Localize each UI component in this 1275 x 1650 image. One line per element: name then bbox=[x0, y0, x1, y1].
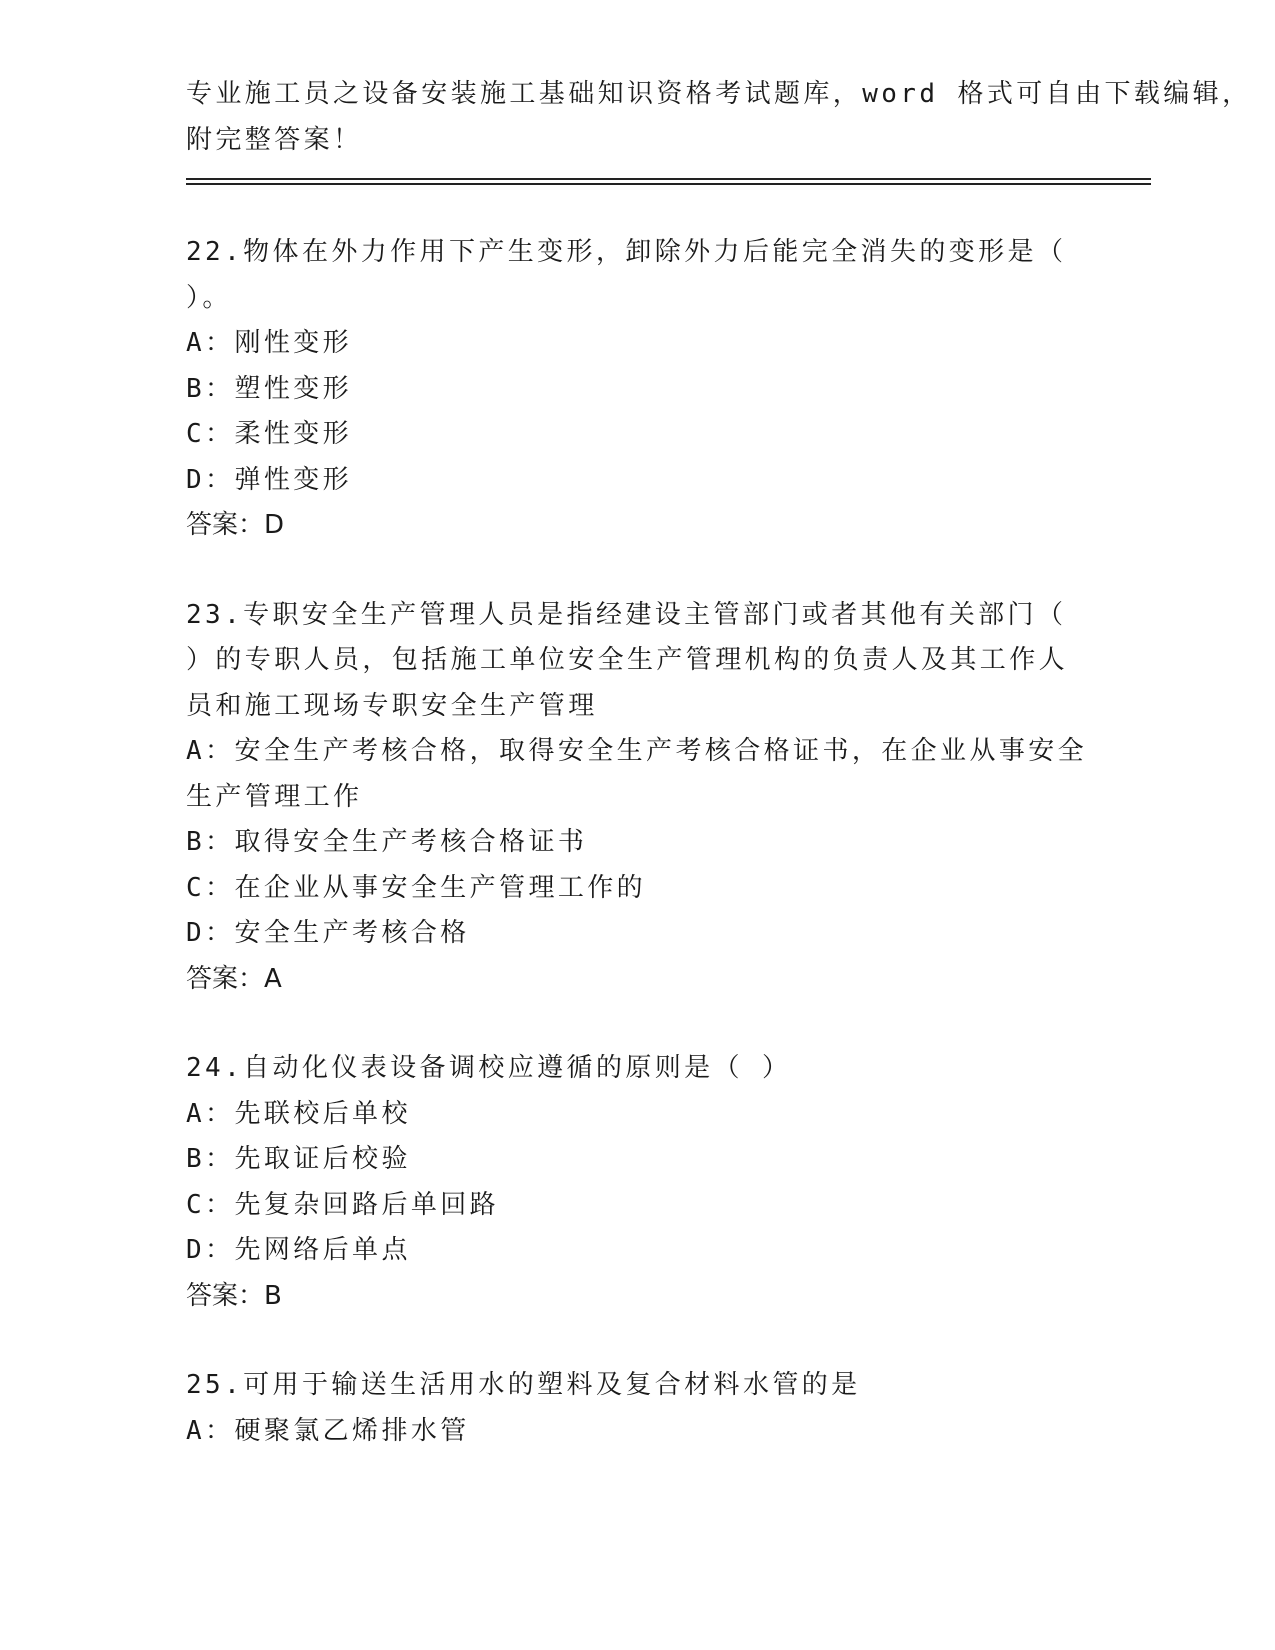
question-22 bbox=[186, 230, 1086, 549]
option-a: A：硬聚氯乙烯排水管 bbox=[186, 1415, 470, 1446]
question-stem-line: 25.可用于输送生活用水的塑料及复合材料水管的是 bbox=[186, 1370, 861, 1400]
option-c: C：在企业从事安全生产管理工作的 bbox=[186, 872, 647, 903]
option-a-continued: 生产管理工作 bbox=[186, 781, 363, 812]
option-a: A：先联校后单校 bbox=[186, 1098, 411, 1129]
question-stem-line: 23.专职安全生产管理人员是指经建设主管部门或者其他有关部门（ bbox=[186, 599, 1067, 630]
question-stem-line: 24.自动化仪表设备调校应遵循的原则是（ ） bbox=[186, 1053, 792, 1083]
question-24 bbox=[186, 1046, 1086, 1319]
header-line-1: 专业施工员之设备安装施工基础知识资格考试题库，word 格式可自由下载编辑， bbox=[186, 79, 1252, 109]
header-line-2: 附完整答案！ bbox=[186, 124, 363, 155]
option-a: A：安全生产考核合格，取得安全生产考核合格证书，在企业从事安全 bbox=[186, 736, 1088, 766]
option-d: D：安全生产考核合格 bbox=[186, 918, 470, 948]
question-stem-line: 员和施工现场专职安全生产管理 bbox=[186, 690, 598, 721]
option-b: B：塑性变形 bbox=[186, 373, 353, 404]
question-stem-line: 22.物体在外力作用下产生变形，卸除外力后能完全消失的变形是（ bbox=[186, 237, 1067, 267]
header-rule-top bbox=[186, 178, 1151, 180]
header-rule-bottom bbox=[186, 183, 1151, 185]
answer-line: 答案：D bbox=[186, 510, 285, 540]
option-b: B：先取证后校验 bbox=[186, 1144, 411, 1174]
answer-line: 答案：A bbox=[186, 963, 282, 994]
answer-line: 答案：B bbox=[186, 1280, 282, 1311]
option-c: C：柔性变形 bbox=[186, 419, 353, 449]
document-header bbox=[186, 72, 1252, 163]
option-d: D：先网络后单点 bbox=[186, 1235, 411, 1265]
option-a: A：刚性变形 bbox=[186, 328, 353, 358]
question-25 bbox=[186, 1363, 1086, 1454]
question-list bbox=[186, 230, 1086, 1498]
question-stem-line: ）的专职人员，包括施工单位安全生产管理机构的负责人及其工作人 bbox=[186, 645, 1069, 675]
option-d: D：弹性变形 bbox=[186, 464, 353, 495]
option-b: B：取得安全生产考核合格证书 bbox=[186, 827, 588, 857]
question-23 bbox=[186, 593, 1086, 1003]
question-stem-line: ）。 bbox=[186, 282, 232, 313]
option-c: C：先复杂回路后单回路 bbox=[186, 1189, 500, 1220]
